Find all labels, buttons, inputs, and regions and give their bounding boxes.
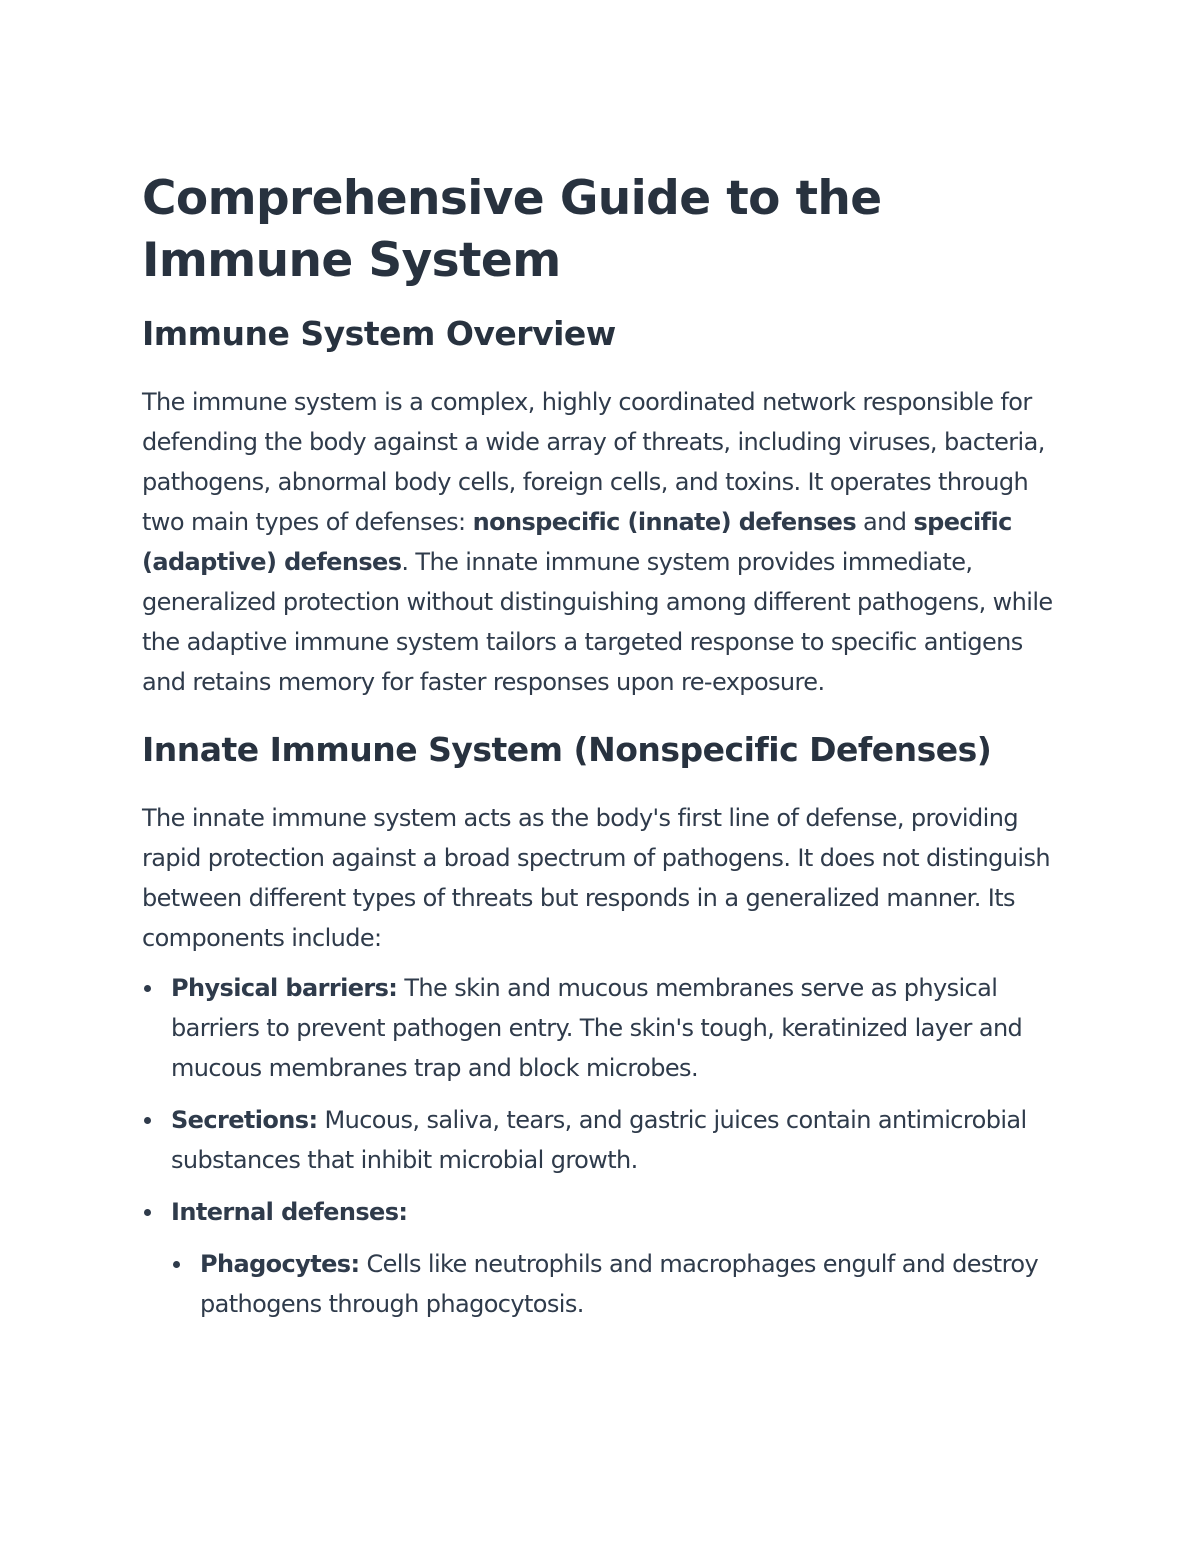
bullet-icon xyxy=(173,1261,180,1268)
list-item xyxy=(142,1100,1057,1180)
innate-components-list xyxy=(142,968,1057,1324)
overview-text-a: The immune system is a complex, highly coordinated network responsible for defending the body against a wide array of threats, including viruses, bacteria, pathogens, abnormal body cells, foreign cells, and toxins. It operates through two main types of defenses: xyxy=(142,388,1045,536)
bullet-icon xyxy=(144,1209,151,1216)
sub-list-item xyxy=(171,1244,1057,1324)
list-item xyxy=(142,968,1057,1088)
sub-list-item-text: Cells like neutrophils and macrophages engulf and destroy pathogens through phagocytosis. xyxy=(200,1250,1039,1318)
document-page xyxy=(142,168,1057,1336)
sub-list-item-term: Phagocytes: xyxy=(200,1250,360,1278)
overview-bold-innate: nonspecific (innate) defenses xyxy=(472,508,857,536)
section-heading-overview: Immune System Overview xyxy=(142,314,616,353)
overview-bold-adaptive: specific (adaptive) defenses xyxy=(142,508,1012,576)
bullet-icon xyxy=(144,985,151,992)
internal-defenses-sublist xyxy=(171,1244,1057,1324)
overview-text-c: . The innate immune system provides immediate, generalized protection without distinguishing among different pathogens, while the adaptive immune system tailors a targeted response to specific antigens and retains memory for faster responses upon re-exposure. xyxy=(142,548,1053,696)
section-heading-innate: Innate Immune System (Nonspecific Defenses) xyxy=(142,730,992,769)
innate-intro-paragraph: The innate immune system acts as the body's first line of defense, providing rapid protection against a broad spectrum of pathogens. It does not distinguish between different types of threats but responds in a generalized manner. Its components include: xyxy=(142,804,1050,952)
list-item-text: Mucous, saliva, tears, and gastric juices contain antimicrobial substances that inhibit microbial growth. xyxy=(171,1106,1027,1174)
overview-text-b: and xyxy=(856,508,914,536)
overview-paragraph xyxy=(142,382,1057,702)
list-item-term: Internal defenses: xyxy=(171,1198,408,1226)
list-item-text: The skin and mucous membranes serve as physical barriers to prevent pathogen entry. The skin's tough, keratinized layer and mucous membranes trap and block microbes. xyxy=(171,974,1023,1082)
list-item-term: Secretions: xyxy=(171,1106,318,1134)
page-title: Comprehensive Guide to the Immune System xyxy=(142,171,882,288)
bullet-icon xyxy=(144,1117,151,1124)
list-item-term: Physical barriers: xyxy=(171,974,398,1002)
list-item xyxy=(142,1192,1057,1324)
